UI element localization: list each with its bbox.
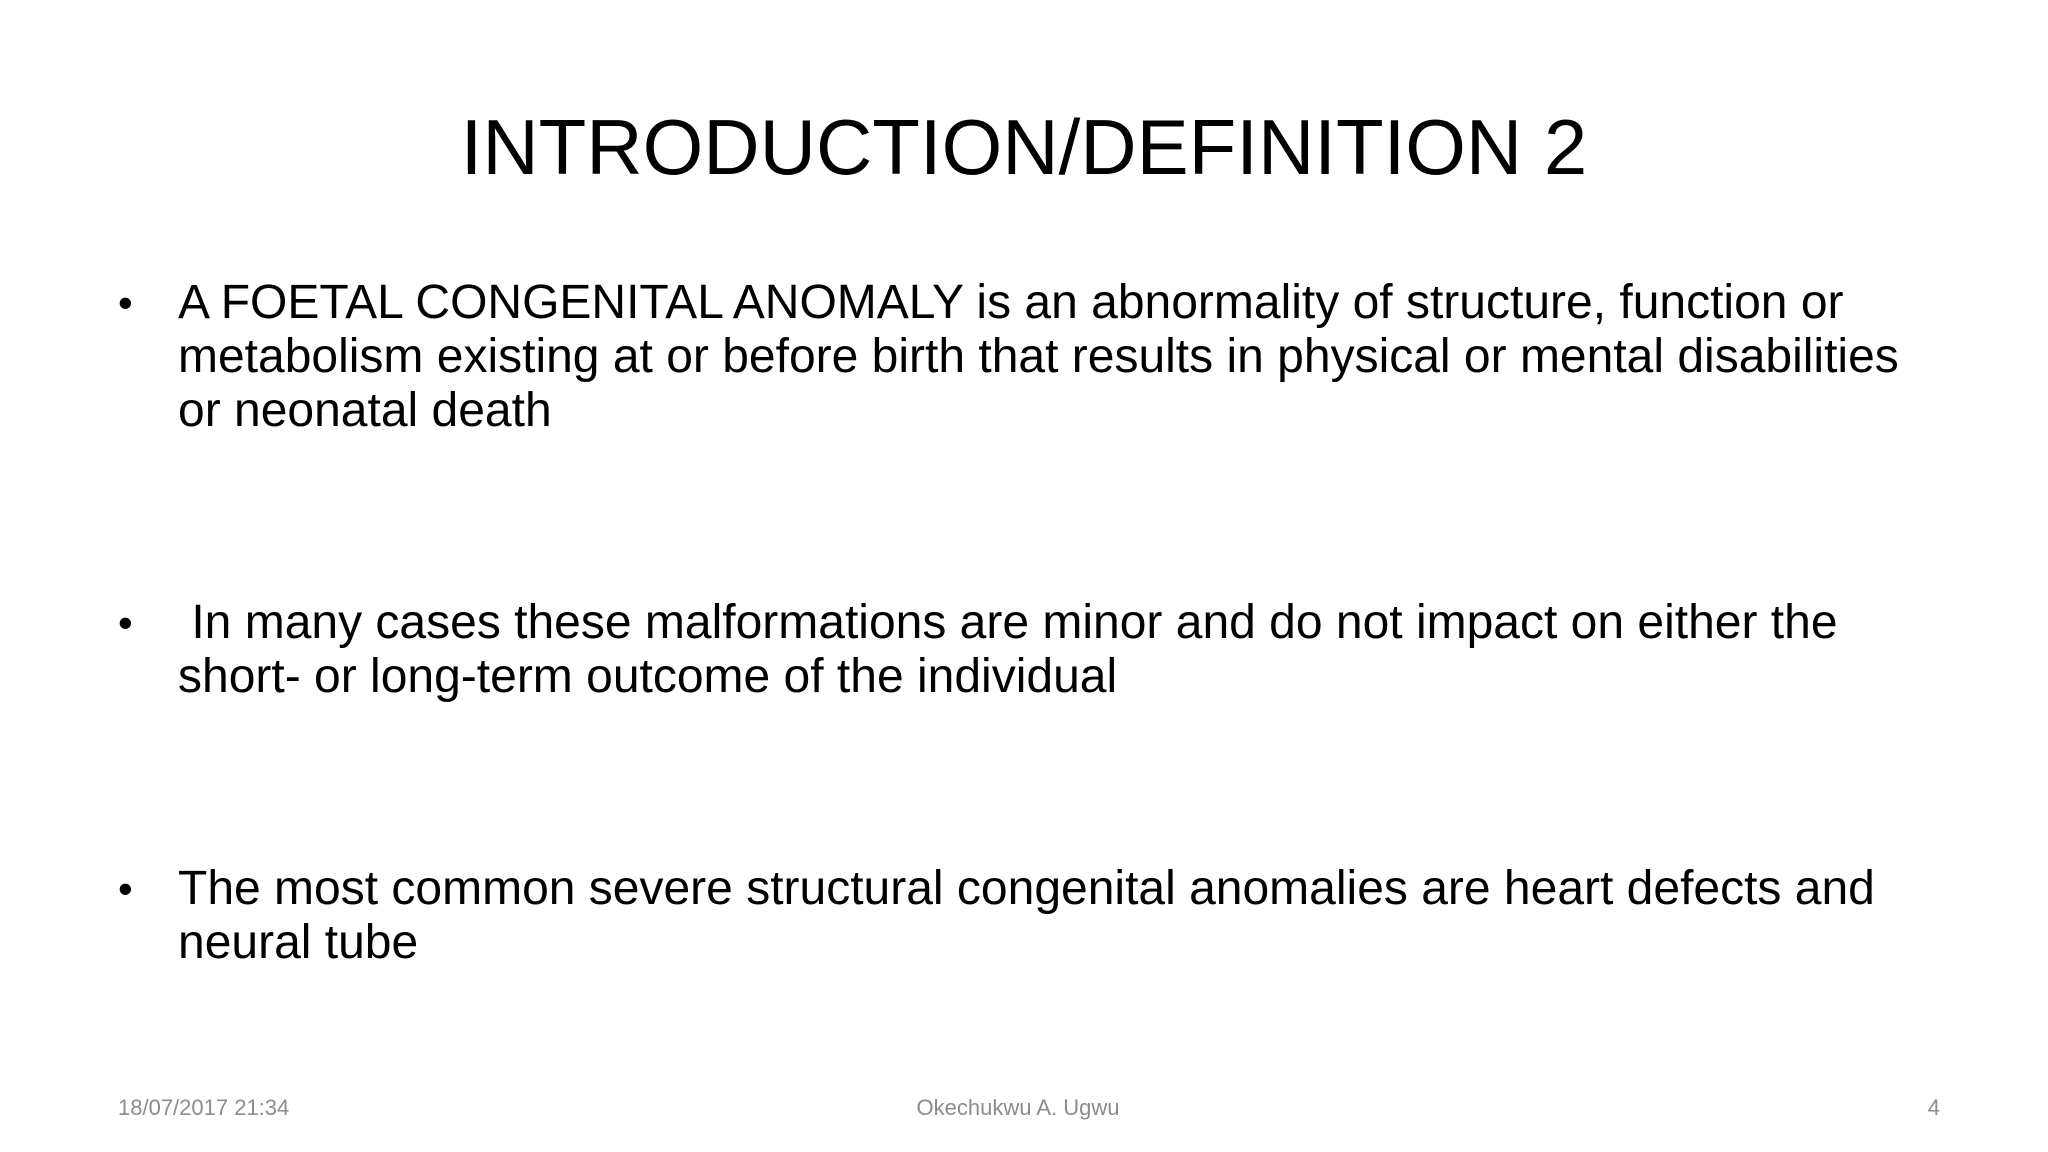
bullet-icon: • — [118, 865, 133, 912]
bullet-text: In many cases these malformations are minor and do not impact on either the short- or long-term outcome of the individual — [178, 596, 1851, 703]
bullet-icon: • — [118, 599, 133, 646]
bullet-text: The most common severe structural congenital anomalies are heart defects and neural tube — [178, 862, 1875, 969]
bullet-text: A FOETAL CONGENITAL ANOMALY is an abnormality of structure, function or metabolism existing at or before birth that results in physical or mental disabilities or neonatal death — [178, 276, 1899, 437]
bullet-item — [118, 862, 1948, 970]
footer-date: 18/07/2017 21:34 — [118, 1095, 290, 1120]
footer-author: Okechukwu A. Ugwu — [916, 1095, 1120, 1120]
page-number: 4 — [1927, 1095, 1940, 1120]
slide-title: INTRODUCTION/DEFINITION 2 — [460, 103, 1588, 191]
bullet-icon: • — [118, 279, 133, 326]
bullet-item — [118, 596, 1948, 704]
bullet-item — [118, 276, 1948, 438]
